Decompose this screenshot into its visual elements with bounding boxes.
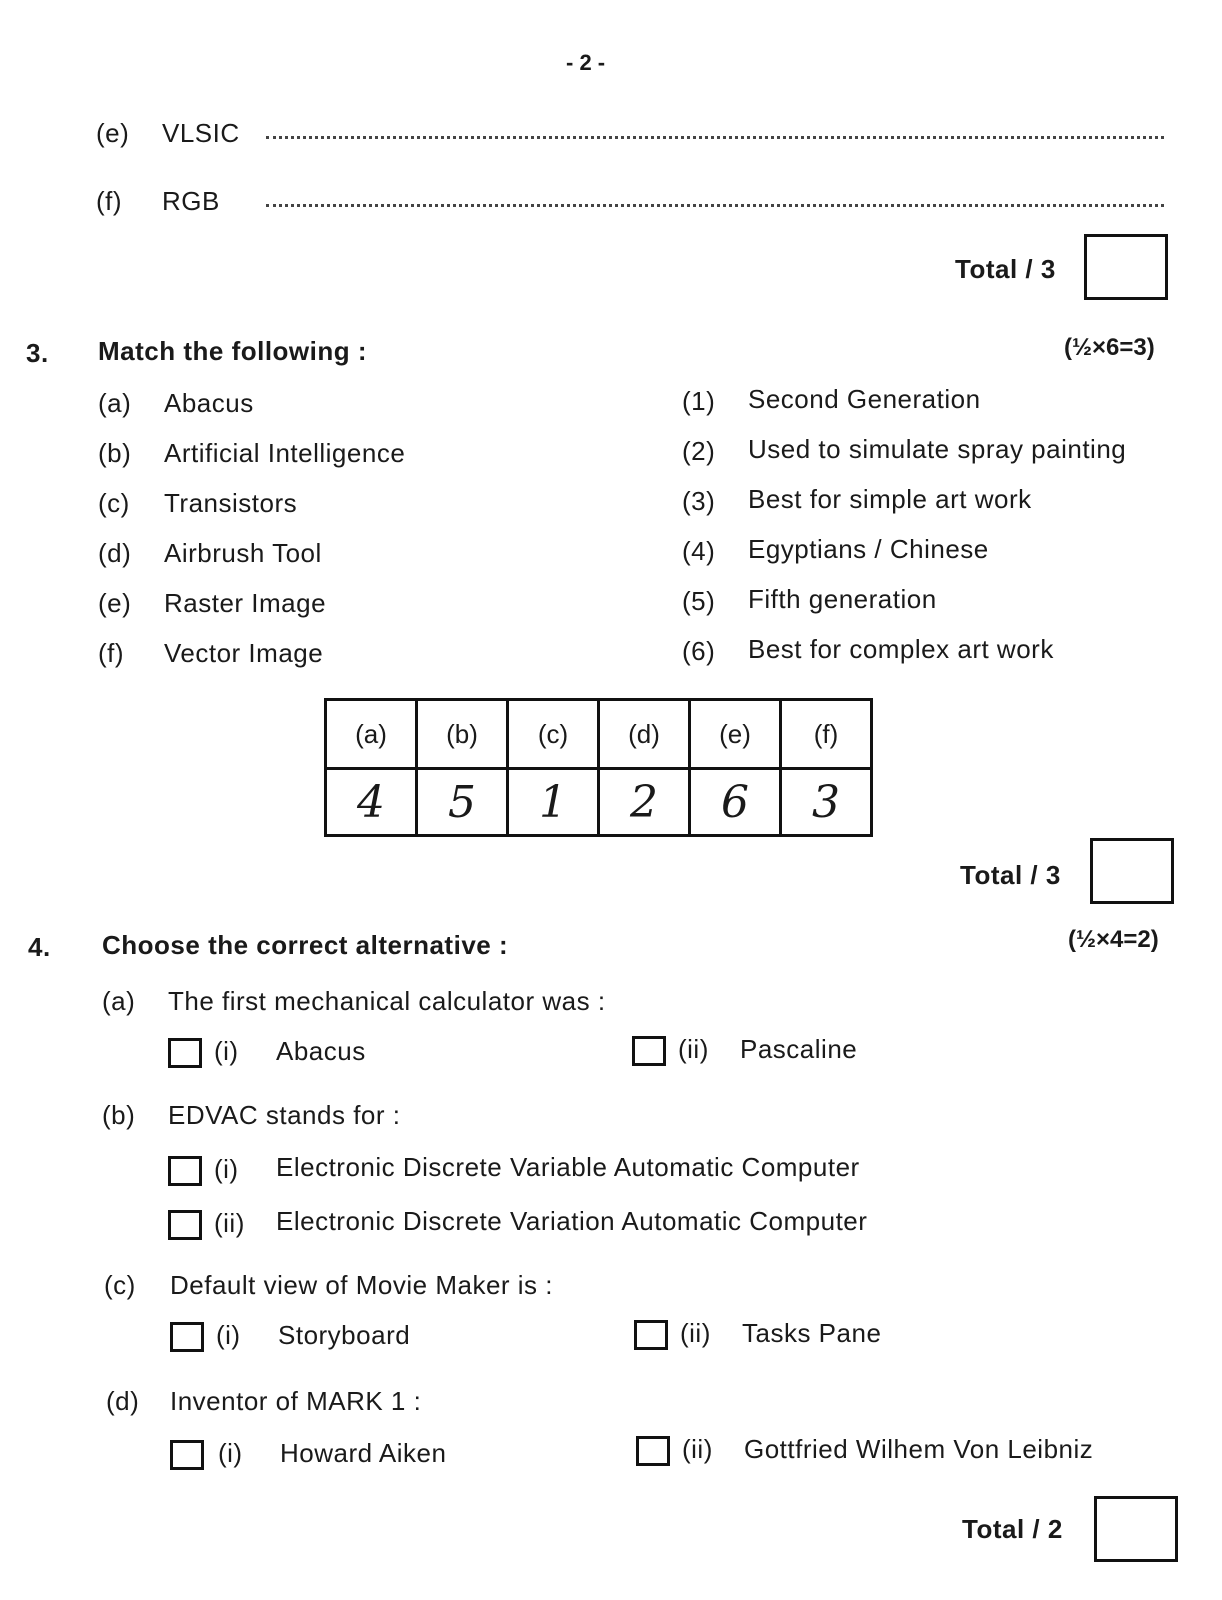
q4-a-option-ii-text: Pascaline — [740, 1034, 858, 1064]
q4-d-option-ii-text: Gottfried Wilhem Von Leibniz — [744, 1434, 1094, 1464]
q4-c-option-ii-text: Tasks Pane — [742, 1318, 882, 1348]
q4-title: Choose the correct alternative : — [102, 930, 509, 960]
q4-c-option-i-label: (i) — [216, 1320, 241, 1350]
answer-header-b: (b) — [417, 700, 508, 769]
q3-total-box[interactable] — [1090, 838, 1174, 904]
q4-b-option-i-checkbox[interactable] — [168, 1156, 202, 1186]
q3-left-d-text: Airbrush Tool — [164, 538, 322, 568]
q3-right-1-text: Second Generation — [748, 384, 981, 414]
q3-marks: (½×6=3) — [1064, 334, 1155, 361]
q2-item-f-label: (f) — [96, 186, 123, 216]
q4-b-label: (b) — [102, 1100, 136, 1130]
q4-a-option-ii-checkbox[interactable] — [632, 1036, 666, 1066]
page-number: - 2 - — [566, 50, 606, 75]
q4-a-label: (a) — [102, 986, 136, 1016]
q2-item-f-term: RGB — [162, 186, 220, 216]
q4-d-option-ii-label: (ii) — [682, 1434, 713, 1464]
q4-b-option-ii-text: Electronic Discrete Variation Automatic Computer — [276, 1206, 868, 1236]
q4-d-option-ii-checkbox[interactable] — [636, 1436, 670, 1466]
answer-header-d: (d) — [599, 700, 690, 769]
answer-cell-e[interactable]: 6 — [690, 769, 781, 836]
q4-c-option-i-checkbox[interactable] — [170, 1322, 204, 1352]
answer-header-f: (f) — [781, 700, 872, 769]
answer-cell-f[interactable]: 3 — [781, 769, 872, 836]
answer-cell-d[interactable]: 2 — [599, 769, 690, 836]
q3-right-3-label: (3) — [682, 486, 716, 516]
q4-c-question: Default view of Movie Maker is : — [170, 1270, 554, 1300]
q3-left-b-label: (b) — [98, 438, 132, 468]
q3-left-e-label: (e) — [98, 588, 132, 618]
q3-right-5-label: (5) — [682, 586, 716, 616]
q4-b-option-i-label: (i) — [214, 1154, 239, 1184]
q3-right-2-label: (2) — [682, 436, 716, 466]
q3-total-label: Total / 3 — [960, 860, 1061, 890]
q4-d-question: Inventor of MARK 1 : — [170, 1386, 422, 1416]
q2-item-e-answer-line[interactable] — [266, 136, 1164, 139]
q4-b-option-ii-checkbox[interactable] — [168, 1210, 202, 1240]
q3-right-5-text: Fifth generation — [748, 584, 937, 614]
q3-left-f-label: (f) — [98, 638, 125, 668]
answer-header-e: (e) — [690, 700, 781, 769]
q3-right-4-label: (4) — [682, 536, 716, 566]
q4-a-option-ii-label: (ii) — [678, 1034, 709, 1064]
q3-left-c-label: (c) — [98, 488, 130, 518]
q4-total-box[interactable] — [1094, 1496, 1178, 1562]
q4-a-option-i-label: (i) — [214, 1036, 239, 1066]
q3-left-a-text: Abacus — [164, 388, 254, 418]
q2-item-e-label: (e) — [96, 118, 130, 148]
q4-marks: (½×4=2) — [1068, 926, 1159, 953]
q3-left-b-text: Artificial Intelligence — [164, 438, 406, 468]
q4-a-question: The first mechanical calculator was : — [168, 986, 606, 1016]
q2-item-f-answer-line[interactable] — [266, 204, 1164, 207]
q3-left-d-label: (d) — [98, 538, 132, 568]
q3-right-2-text: Used to simulate spray painting — [748, 434, 1127, 464]
q3-right-3-text: Best for simple art work — [748, 484, 1032, 514]
answer-header-a: (a) — [326, 700, 417, 769]
q3-right-4-text: Egyptians / Chinese — [748, 534, 989, 564]
answer-cell-c[interactable]: 1 — [508, 769, 599, 836]
answer-cell-a[interactable]: 4 — [326, 769, 417, 836]
q4-c-option-i-text: Storyboard — [278, 1320, 411, 1350]
q2-item-e-term: VLSIC — [162, 118, 240, 148]
q4-c-option-ii-label: (ii) — [680, 1318, 711, 1348]
q3-left-e-text: Raster Image — [164, 588, 327, 618]
q4-number: 4. — [28, 932, 51, 962]
q4-d-option-i-label: (i) — [218, 1438, 243, 1468]
q4-c-option-ii-checkbox[interactable] — [634, 1320, 668, 1350]
q4-b-option-ii-label: (ii) — [214, 1208, 245, 1238]
q3-left-a-label: (a) — [98, 388, 132, 418]
q3-answer-table — [324, 698, 873, 837]
q4-b-question: EDVAC stands for : — [168, 1100, 401, 1130]
q3-number: 3. — [26, 338, 49, 368]
q2-total-label: Total / 3 — [955, 254, 1056, 284]
q4-d-option-i-checkbox[interactable] — [170, 1440, 204, 1470]
q4-b-option-i-text: Electronic Discrete Variable Automatic Computer — [276, 1152, 860, 1182]
q3-right-6-label: (6) — [682, 636, 716, 666]
answer-cell-b[interactable]: 5 — [417, 769, 508, 836]
q2-total-box[interactable] — [1084, 234, 1168, 300]
q3-right-1-label: (1) — [682, 386, 716, 416]
q3-left-c-text: Transistors — [164, 488, 298, 518]
q4-d-label: (d) — [106, 1386, 140, 1416]
q4-a-option-i-text: Abacus — [276, 1036, 366, 1066]
q3-right-6-text: Best for complex art work — [748, 634, 1054, 664]
q4-total-label: Total / 2 — [962, 1514, 1063, 1544]
answer-header-c: (c) — [508, 700, 599, 769]
q3-title: Match the following : — [98, 336, 368, 366]
q3-left-f-text: Vector Image — [164, 638, 324, 668]
q4-d-option-i-text: Howard Aiken — [280, 1438, 447, 1468]
q4-a-option-i-checkbox[interactable] — [168, 1038, 202, 1068]
q4-c-label: (c) — [104, 1270, 136, 1300]
